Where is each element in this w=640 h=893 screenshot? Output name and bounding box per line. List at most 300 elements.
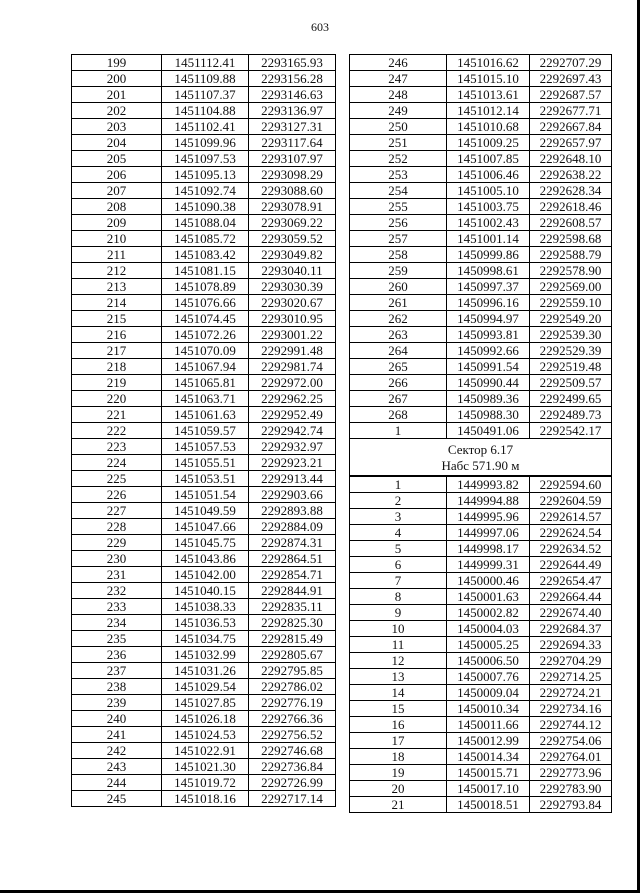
table-row (350, 423, 612, 439)
point-number-cell: 257 (350, 231, 447, 247)
x-coordinate-cell: 1450001.63 (447, 589, 530, 605)
point-number-cell: 208 (72, 199, 162, 215)
x-coordinate-cell: 1451038.33 (162, 599, 249, 615)
x-coordinate-cell: 1451112.41 (162, 55, 249, 71)
point-number-cell: 213 (72, 279, 162, 295)
y-coordinate-cell: 2292766.36 (249, 711, 336, 727)
y-coordinate-cell: 2292697.43 (530, 71, 612, 87)
table-row (350, 279, 612, 295)
x-coordinate-cell: 1451072.26 (162, 327, 249, 343)
table-row (350, 87, 612, 103)
y-coordinate-cell: 2293059.52 (249, 231, 336, 247)
point-number-cell: 250 (350, 119, 447, 135)
x-coordinate-cell: 1451067.94 (162, 359, 249, 375)
table-row (72, 535, 336, 551)
table-row (72, 359, 336, 375)
x-coordinate-cell: 1451019.72 (162, 775, 249, 791)
y-coordinate-cell: 2292704.29 (530, 653, 612, 669)
table-row (350, 119, 612, 135)
point-number-cell: 235 (72, 631, 162, 647)
x-coordinate-cell: 1450017.10 (447, 781, 530, 797)
x-coordinate-cell: 1451090.38 (162, 199, 249, 215)
y-coordinate-cell: 2292795.85 (249, 663, 336, 679)
table-row (72, 711, 336, 727)
x-coordinate-cell: 1450012.99 (447, 733, 530, 749)
point-number-cell: 12 (350, 653, 447, 669)
table-row (350, 765, 612, 781)
x-coordinate-cell: 1450997.37 (447, 279, 530, 295)
y-coordinate-cell: 2293010.95 (249, 311, 336, 327)
point-number-cell: 217 (72, 343, 162, 359)
x-coordinate-cell: 1451010.68 (447, 119, 530, 135)
y-coordinate-cell: 2292805.67 (249, 647, 336, 663)
point-number-cell: 210 (72, 231, 162, 247)
point-number-cell: 207 (72, 183, 162, 199)
y-coordinate-cell: 2292952.49 (249, 407, 336, 423)
point-number-cell: 236 (72, 647, 162, 663)
x-coordinate-cell: 1450007.76 (447, 669, 530, 685)
point-number-cell: 224 (72, 455, 162, 471)
point-number-cell: 234 (72, 615, 162, 631)
sector-header-section (350, 439, 612, 477)
y-coordinate-cell: 2292618.46 (530, 199, 612, 215)
table-row (72, 663, 336, 679)
table-row (350, 637, 612, 653)
table-row (350, 375, 612, 391)
x-coordinate-cell: 1451063.71 (162, 391, 249, 407)
y-coordinate-cell: 2292744.12 (530, 717, 612, 733)
x-coordinate-cell: 1451018.16 (162, 791, 249, 807)
table-row (350, 295, 612, 311)
point-number-cell: 6 (350, 557, 447, 573)
point-number-cell: 267 (350, 391, 447, 407)
point-number-cell: 230 (72, 551, 162, 567)
x-coordinate-cell: 1450006.50 (447, 653, 530, 669)
point-number-cell: 1 (350, 476, 447, 493)
y-coordinate-cell: 2292825.30 (249, 615, 336, 631)
table-row (72, 775, 336, 791)
y-coordinate-cell: 2292559.10 (530, 295, 612, 311)
y-coordinate-cell: 2293001.22 (249, 327, 336, 343)
y-coordinate-cell: 2293049.82 (249, 247, 336, 263)
y-coordinate-cell: 2292724.21 (530, 685, 612, 701)
y-coordinate-cell: 2292614.57 (530, 509, 612, 525)
y-coordinate-cell: 2292687.57 (530, 87, 612, 103)
y-coordinate-cell: 2292674.40 (530, 605, 612, 621)
y-coordinate-cell: 2292628.34 (530, 183, 612, 199)
table-row (350, 135, 612, 151)
table-row (72, 199, 336, 215)
y-coordinate-cell: 2292588.79 (530, 247, 612, 263)
point-number-cell: 233 (72, 599, 162, 615)
x-coordinate-cell: 1451076.66 (162, 295, 249, 311)
coordinates-table-right (349, 54, 612, 813)
table-row (350, 509, 612, 525)
table-row (72, 647, 336, 663)
table-row (350, 749, 612, 765)
y-coordinate-cell: 2292764.01 (530, 749, 612, 765)
point-number-cell: 242 (72, 743, 162, 759)
y-coordinate-cell: 2292714.25 (530, 669, 612, 685)
x-coordinate-cell: 1451001.14 (447, 231, 530, 247)
table-row (72, 503, 336, 519)
y-coordinate-cell: 2292657.97 (530, 135, 612, 151)
table-row (350, 717, 612, 733)
x-coordinate-cell: 1450002.82 (447, 605, 530, 621)
y-coordinate-cell: 2293146.63 (249, 87, 336, 103)
x-coordinate-cell: 1451097.53 (162, 151, 249, 167)
point-number-cell: 266 (350, 375, 447, 391)
point-number-cell: 229 (72, 535, 162, 551)
point-number-cell: 16 (350, 717, 447, 733)
table-row (350, 573, 612, 589)
point-number-cell: 5 (350, 541, 447, 557)
y-coordinate-cell: 2293088.60 (249, 183, 336, 199)
table-row (72, 215, 336, 231)
table-row (72, 743, 336, 759)
table-row (72, 103, 336, 119)
point-number-cell: 3 (350, 509, 447, 525)
table-row (350, 55, 612, 71)
table-row (350, 541, 612, 557)
point-number-cell: 258 (350, 247, 447, 263)
y-coordinate-cell: 2292746.68 (249, 743, 336, 759)
y-coordinate-cell: 2292903.66 (249, 487, 336, 503)
y-coordinate-cell: 2292677.71 (530, 103, 612, 119)
point-number-cell: 13 (350, 669, 447, 685)
y-coordinate-cell: 2293078.91 (249, 199, 336, 215)
y-coordinate-cell: 2293107.97 (249, 151, 336, 167)
y-coordinate-cell: 2292634.52 (530, 541, 612, 557)
x-coordinate-cell: 1451083.42 (162, 247, 249, 263)
x-coordinate-cell: 1451059.57 (162, 423, 249, 439)
table-row (72, 455, 336, 471)
table-row (72, 135, 336, 151)
point-number-cell: 14 (350, 685, 447, 701)
point-number-cell: 252 (350, 151, 447, 167)
x-coordinate-cell: 1451022.91 (162, 743, 249, 759)
table-row (350, 215, 612, 231)
table-row (350, 71, 612, 87)
x-coordinate-cell: 1450014.34 (447, 749, 530, 765)
y-coordinate-cell: 2292726.99 (249, 775, 336, 791)
point-number-cell: 249 (350, 103, 447, 119)
point-number-cell: 218 (72, 359, 162, 375)
x-coordinate-cell: 1451015.10 (447, 71, 530, 87)
point-number-cell: 18 (350, 749, 447, 765)
y-coordinate-cell: 2293165.93 (249, 55, 336, 71)
y-coordinate-cell: 2292667.84 (530, 119, 612, 135)
table-row (72, 311, 336, 327)
y-coordinate-cell: 2292542.17 (530, 423, 612, 439)
x-coordinate-cell: 1450009.04 (447, 685, 530, 701)
point-number-cell: 209 (72, 215, 162, 231)
point-number-cell: 268 (350, 407, 447, 423)
x-coordinate-cell: 1451061.63 (162, 407, 249, 423)
y-coordinate-cell: 2292923.21 (249, 455, 336, 471)
y-coordinate-cell: 2292499.65 (530, 391, 612, 407)
table-row (72, 567, 336, 583)
point-number-cell: 239 (72, 695, 162, 711)
point-number-cell: 243 (72, 759, 162, 775)
table-row (350, 669, 612, 685)
table-row (350, 605, 612, 621)
x-coordinate-cell: 1449995.96 (447, 509, 530, 525)
table-row (350, 733, 612, 749)
y-coordinate-cell: 2292783.90 (530, 781, 612, 797)
x-coordinate-cell: 1451047.66 (162, 519, 249, 535)
y-coordinate-cell: 2293127.31 (249, 119, 336, 135)
table-row (350, 525, 612, 541)
y-coordinate-cell: 2292972.00 (249, 375, 336, 391)
table-row (350, 311, 612, 327)
table-row (72, 151, 336, 167)
point-number-cell: 216 (72, 327, 162, 343)
right-table-body-bottom (350, 476, 612, 813)
y-coordinate-cell: 2292569.00 (530, 279, 612, 295)
x-coordinate-cell: 1451074.45 (162, 311, 249, 327)
x-coordinate-cell: 1450990.44 (447, 375, 530, 391)
table-row (350, 685, 612, 701)
table-row (72, 247, 336, 263)
y-coordinate-cell: 2292942.74 (249, 423, 336, 439)
point-number-cell: 261 (350, 295, 447, 311)
table-row (72, 407, 336, 423)
y-coordinate-cell: 2292754.06 (530, 733, 612, 749)
point-number-cell: 248 (350, 87, 447, 103)
table-row (72, 55, 336, 71)
table-row (350, 103, 612, 119)
point-number-cell: 263 (350, 327, 447, 343)
point-number-cell: 227 (72, 503, 162, 519)
table-row (72, 71, 336, 87)
x-coordinate-cell: 1451051.54 (162, 487, 249, 503)
point-number-cell: 11 (350, 637, 447, 653)
x-coordinate-cell: 1451021.30 (162, 759, 249, 775)
y-coordinate-cell: 2292864.51 (249, 551, 336, 567)
point-number-cell: 21 (350, 797, 447, 813)
point-number-cell: 205 (72, 151, 162, 167)
point-number-cell: 256 (350, 215, 447, 231)
x-coordinate-cell: 1449998.17 (447, 541, 530, 557)
point-number-cell: 240 (72, 711, 162, 727)
point-number-cell: 204 (72, 135, 162, 151)
table-row (72, 327, 336, 343)
table-row (350, 407, 612, 423)
y-coordinate-cell: 2292756.52 (249, 727, 336, 743)
y-coordinate-cell: 2293098.29 (249, 167, 336, 183)
point-number-cell: 225 (72, 471, 162, 487)
x-coordinate-cell: 1451085.72 (162, 231, 249, 247)
point-number-cell: 201 (72, 87, 162, 103)
y-coordinate-cell: 2292893.88 (249, 503, 336, 519)
point-number-cell: 7 (350, 573, 447, 589)
point-number-cell: 206 (72, 167, 162, 183)
y-coordinate-cell: 2292529.39 (530, 343, 612, 359)
page-number: 603 (311, 20, 329, 34)
x-coordinate-cell: 1451065.81 (162, 375, 249, 391)
point-number-cell: 265 (350, 359, 447, 375)
table-row (72, 87, 336, 103)
x-coordinate-cell: 1450996.16 (447, 295, 530, 311)
point-number-cell: 203 (72, 119, 162, 135)
y-coordinate-cell: 2292509.57 (530, 375, 612, 391)
point-number-cell: 255 (350, 199, 447, 215)
point-number-cell: 8 (350, 589, 447, 605)
y-coordinate-cell: 2292736.84 (249, 759, 336, 775)
y-coordinate-cell: 2292594.60 (530, 476, 612, 493)
x-coordinate-cell: 1451078.89 (162, 279, 249, 295)
point-number-cell: 2 (350, 493, 447, 509)
x-coordinate-cell: 1451049.59 (162, 503, 249, 519)
x-coordinate-cell: 1449997.06 (447, 525, 530, 541)
x-coordinate-cell: 1450992.66 (447, 343, 530, 359)
table-row (72, 695, 336, 711)
table-row (72, 599, 336, 615)
table-row (72, 167, 336, 183)
table-row (350, 167, 612, 183)
point-number-cell: 219 (72, 375, 162, 391)
y-coordinate-cell: 2293117.64 (249, 135, 336, 151)
table-row (72, 231, 336, 247)
y-coordinate-cell: 2293156.28 (249, 71, 336, 87)
y-coordinate-cell: 2292854.71 (249, 567, 336, 583)
point-number-cell: 211 (72, 247, 162, 263)
y-coordinate-cell: 2292773.96 (530, 765, 612, 781)
x-coordinate-cell: 1451070.09 (162, 343, 249, 359)
x-coordinate-cell: 1451032.99 (162, 647, 249, 663)
table-row (350, 797, 612, 813)
table-row (72, 423, 336, 439)
y-coordinate-cell: 2292539.30 (530, 327, 612, 343)
x-coordinate-cell: 1450011.66 (447, 717, 530, 733)
x-coordinate-cell: 1451040.15 (162, 583, 249, 599)
x-coordinate-cell: 1451042.00 (162, 567, 249, 583)
y-coordinate-cell: 2292717.14 (249, 791, 336, 807)
x-coordinate-cell: 1451045.75 (162, 535, 249, 551)
x-coordinate-cell: 1451099.96 (162, 135, 249, 151)
x-coordinate-cell: 1451009.25 (447, 135, 530, 151)
x-coordinate-cell: 1451095.13 (162, 167, 249, 183)
point-number-cell: 244 (72, 775, 162, 791)
x-coordinate-cell: 1451016.62 (447, 55, 530, 71)
x-coordinate-cell: 1451007.85 (447, 151, 530, 167)
table-row (350, 493, 612, 509)
y-coordinate-cell: 2292624.54 (530, 525, 612, 541)
point-number-cell: 9 (350, 605, 447, 621)
sector-header-row (350, 439, 612, 477)
table-row (350, 391, 612, 407)
point-number-cell: 237 (72, 663, 162, 679)
x-coordinate-cell: 1451029.54 (162, 679, 249, 695)
point-number-cell: 20 (350, 781, 447, 797)
point-number-cell: 221 (72, 407, 162, 423)
x-coordinate-cell: 1451107.37 (162, 87, 249, 103)
x-coordinate-cell: 1449999.31 (447, 557, 530, 573)
x-coordinate-cell: 1451102.41 (162, 119, 249, 135)
x-coordinate-cell: 1450989.36 (447, 391, 530, 407)
y-coordinate-cell: 2293136.97 (249, 103, 336, 119)
table-row (350, 183, 612, 199)
x-coordinate-cell: 1451002.43 (447, 215, 530, 231)
sector-subtitle: Набс 571.90 м (441, 458, 520, 473)
x-coordinate-cell: 1451013.61 (447, 87, 530, 103)
x-coordinate-cell: 1451031.26 (162, 663, 249, 679)
y-coordinate-cell: 2292608.57 (530, 215, 612, 231)
point-number-cell: 199 (72, 55, 162, 71)
y-coordinate-cell: 2292981.74 (249, 359, 336, 375)
y-coordinate-cell: 2292598.68 (530, 231, 612, 247)
x-coordinate-cell: 1451081.15 (162, 263, 249, 279)
x-coordinate-cell: 1451055.51 (162, 455, 249, 471)
point-number-cell: 259 (350, 263, 447, 279)
y-coordinate-cell: 2292684.37 (530, 621, 612, 637)
x-coordinate-cell: 1451053.51 (162, 471, 249, 487)
y-coordinate-cell: 2292776.19 (249, 695, 336, 711)
y-coordinate-cell: 2292604.59 (530, 493, 612, 509)
point-number-cell: 253 (350, 167, 447, 183)
y-coordinate-cell: 2293069.22 (249, 215, 336, 231)
point-number-cell: 245 (72, 791, 162, 807)
point-number-cell: 247 (350, 71, 447, 87)
x-coordinate-cell: 1451026.18 (162, 711, 249, 727)
table-row (72, 295, 336, 311)
y-coordinate-cell: 2292664.44 (530, 589, 612, 605)
table-row (72, 119, 336, 135)
table-row (72, 727, 336, 743)
y-coordinate-cell: 2292694.33 (530, 637, 612, 653)
y-coordinate-cell: 2292844.91 (249, 583, 336, 599)
x-coordinate-cell: 1451036.53 (162, 615, 249, 631)
table-row (350, 701, 612, 717)
y-coordinate-cell: 2292519.48 (530, 359, 612, 375)
x-coordinate-cell: 1450015.71 (447, 765, 530, 781)
table-row (350, 557, 612, 573)
y-coordinate-cell: 2292932.97 (249, 439, 336, 455)
table-row (350, 343, 612, 359)
table-row (72, 615, 336, 631)
y-coordinate-cell: 2292835.11 (249, 599, 336, 615)
x-coordinate-cell: 1450999.86 (447, 247, 530, 263)
table-row (72, 519, 336, 535)
y-coordinate-cell: 2293020.67 (249, 295, 336, 311)
x-coordinate-cell: 1451005.10 (447, 183, 530, 199)
x-coordinate-cell: 1451092.74 (162, 183, 249, 199)
point-number-cell: 223 (72, 439, 162, 455)
x-coordinate-cell: 1451088.04 (162, 215, 249, 231)
y-coordinate-cell: 2292815.49 (249, 631, 336, 647)
point-number-cell: 222 (72, 423, 162, 439)
point-number-cell: 215 (72, 311, 162, 327)
y-coordinate-cell: 2293040.11 (249, 263, 336, 279)
y-coordinate-cell: 2293030.39 (249, 279, 336, 295)
x-coordinate-cell: 1451006.46 (447, 167, 530, 183)
point-number-cell: 264 (350, 343, 447, 359)
point-number-cell: 214 (72, 295, 162, 311)
point-number-cell: 19 (350, 765, 447, 781)
coordinates-table-left (71, 54, 336, 807)
x-coordinate-cell: 1450018.51 (447, 797, 530, 813)
x-coordinate-cell: 1450998.61 (447, 263, 530, 279)
point-number-cell: 228 (72, 519, 162, 535)
point-number-cell: 238 (72, 679, 162, 695)
table-row (350, 781, 612, 797)
point-number-cell: 231 (72, 567, 162, 583)
x-coordinate-cell: 1449994.88 (447, 493, 530, 509)
table-row (350, 263, 612, 279)
x-coordinate-cell: 1451109.88 (162, 71, 249, 87)
y-coordinate-cell: 2292648.10 (530, 151, 612, 167)
